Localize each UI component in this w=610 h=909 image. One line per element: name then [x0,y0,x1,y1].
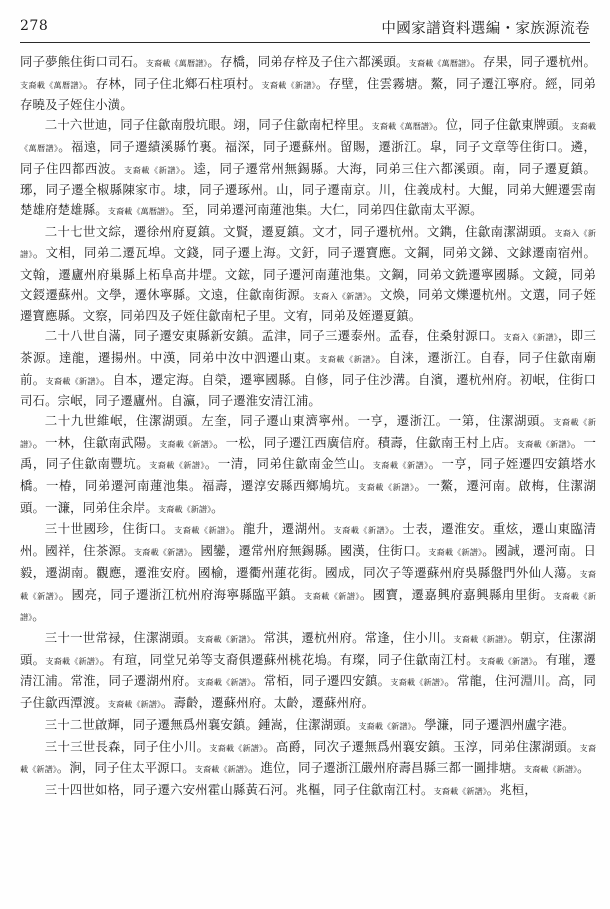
text-run: 。 [577,760,590,776]
text-run: 。存橋，同弟存梓及子住六都溪頭。 [207,54,409,69]
text-run: 。常栢，同子遷四安鎮。 [251,673,391,689]
text-run: 三十三世長森，同子住小川。 [44,738,210,754]
text-run: 。一林，住歙南武陽。 [32,434,160,450]
text-run: 。有瑄，同堂兄弟等支裔俱遷蘇州桃花塢。有璨，同子住歙南江村。 [99,651,479,667]
source-note: 支裔載《新譜》 [261,79,316,90]
paragraph [20,628,596,715]
source-note: 支裔載《新譜》 [453,633,508,644]
source-note: 支裔載《新譜》 [523,764,578,775]
source-note: 支裔載《新譜》 [390,677,445,688]
source-note: 支裔載《新譜》 [358,482,415,493]
text-run: 。國亮，同子遷浙江杭州府海寧縣臨平鎮。 [58,586,305,602]
text-run: 。自涞，遷浙江。自春，同子住歙南廟前。 [20,349,596,387]
source-note: 支裔載《新譜》 [149,460,205,471]
source-note: 支裔載《新譜》 [20,568,596,601]
source-note: 支裔載《新譜》 [133,547,188,558]
text-run: 。進位，同子遷浙江嚴州府壽昌縣三都一圖排塘。 [248,760,524,776]
source-note: 支裔載《萬曆譜》 [371,121,434,132]
text-run: 。文煥，同弟文爍遷杭州。文選，同子姪遷寶應縣。文察，同弟四及子姪住歙南杞子里。文宥，同弟及姪遷夏鎮。 [20,286,596,324]
source-note: 支裔載《新譜》 [333,525,390,536]
text-run: 。存壁，住雲霧塘。鰲，同子遷江寧府。經，同弟存曉及子姪住小潢。 [20,75,596,113]
text-run: 。壽齡，遷蘇州府。太齡，遷蘇州府。 [161,695,375,711]
source-note: 支裔載《新譜》 [194,764,249,775]
text-run: 二十八世自滿，同子遷安東縣新安鎮。孟津，同子三遷泰州。孟春，住桑射源口。 [44,328,504,344]
source-note: 支裔載《新譜》 [304,590,360,601]
paragraph [20,115,596,222]
text-run: 。國寶，遷嘉興府嘉興縣甪里街。 [359,586,554,602]
source-note: 支裔載《新譜》 [433,785,487,796]
text-run: 。國鑾，遷常州府無錫縣。國漢，住街口。 [187,543,429,559]
text-run: 。國誠，遷河南。日毅，遷湖南。觀應，遷淮安府。國榆，遷衢州蓮花街。國成，同次子等遷蘇州府吳縣盤門外仙人蕩。 [20,543,596,580]
text-run: 。一禹，同子住歙南豐坑。 [20,434,596,472]
source-note: 支裔載《新譜》 [372,460,429,471]
source-note: 支裔載《新譜》 [45,375,100,386]
source-note: 支裔載《萬曆譜》 [20,79,83,90]
text-run: 。自本，遷定海。自榮，遷寧國縣。自修，同子住沙溝。自濱，遷杭州府。初岷，住街口司石。宗岷，同子遷廬州。自瀛，同子遷淮安清江浦。 [20,371,596,409]
text-run: 。高爵，同次子遷無爲州襄安鎮。玉淳，同弟住潔湖頭。 [263,738,580,754]
paragraph [20,411,596,520]
text-run: 。涧，同子住太平源口。 [56,760,195,776]
paragraph [20,519,596,628]
paragraph [20,715,596,737]
text-run: 。存林，同子住北鄉石柱項村。 [82,75,262,91]
text-run: 二十六世迪，同子住歙南殷坑眼。翊，同子住歙南杞梓里。 [44,117,372,133]
source-note: 支裔載《新譜》 [157,503,212,514]
source-note: 支裔載《新譜》 [124,164,181,175]
text-run: 二十七世文綜，遷徐州府夏鎮。文賢，遷夏鎮。文才，同子遷杭州。文鐫，住歙南潔湖頭。 [44,223,555,239]
source-note: 支裔載《新譜》 [20,742,596,775]
source-note: 支裔載《新譜》 [428,547,483,558]
text-run: 。一松，同子遷江西廣信府。積壽，住歙南王村上店。 [213,434,517,450]
text-run: ，即三茶源。達龍，遷揚州。中漢，同弟中汝中泗遷山東。 [20,328,596,365]
source-note: 支裔載《新譜》 [516,438,571,449]
source-note: 支裔載《新譜》 [20,416,596,449]
source-note: 支裔載《新譜》 [478,655,533,666]
source-note: 支裔載《新譜》 [174,525,231,536]
text-run: 三十一世常禄，住潔湖頭。 [44,629,197,645]
source-note: 支裔入《新譜》 [503,332,558,343]
running-head: 中國家譜資料選編・家族源流卷 [381,21,590,37]
paragraph [20,222,596,327]
paragraph [20,737,596,780]
text-run: 。 [211,499,224,515]
source-note: 支裔載《新譜》 [196,633,251,644]
text-run: 。兆桓， [486,781,537,797]
text-run: 。學濂，同子遷泗州盧字港。 [411,716,575,732]
text-run: 同子夢熊住街口司石。 [20,54,146,69]
paragraph [20,780,596,802]
source-note: 支裔入《新譜》 [20,227,596,260]
source-note: 支裔載《新譜》 [20,590,596,623]
text-run: 。一清，同弟住歙南金竺山。 [204,456,373,472]
source-note: 支裔載《新譜》 [209,742,264,753]
source-note: 支裔載《萬曆譜》 [20,121,596,153]
source-note: 支裔載《新譜》 [358,720,412,731]
text-run: 。至，同弟遷河南蓮池集。大仁，同弟四住歙南太平源。 [169,201,483,217]
source-note: 支裔載《新譜》 [107,699,162,710]
paragraph [20,52,596,115]
body-text [20,52,596,903]
text-run: 。有璀，遷清江浦。常淮，同子遷湖州府。 [20,651,596,689]
text-run: 三十二世啟輝，同子遷無爲州襄安鎮。鍾嵩，住潔湖頭。 [44,716,359,732]
source-note: 支裔載《萬曆譜》 [107,205,170,216]
text-run: 三十四世如格，同子遷六安州霍山縣黃石河。兆樞，同子住歙南江村。 [44,781,434,797]
text-run: 。逵，同子遷常州無錫縣。大海，同弟三住六都溪頭。南，同子遷夏鎮。琊，同子遷全椒縣陳家市。埭，同子遷琢州。山，同子遷南京。川，住義成村。大鯤，同弟大鯉遷雲南楚雄府楚雄縣。 [20,160,596,217]
page-number: 278 [20,18,49,34]
text-run: 。存果，同子遷杭州。 [470,54,596,69]
source-note: 支裔載《新譜》 [159,438,214,449]
page-header [20,12,590,43]
text-run: 。龍升，遷湖州。 [230,521,334,537]
text-run: 。一鰲，遷河南。啟梅，住潔湖頭。一濂，同弟住余岸。 [20,478,596,515]
source-note: 支裔載《萬曆譜》 [145,58,208,68]
source-note: 支裔載《新譜》 [319,353,376,364]
text-run: 。福遠，同子遷績溪縣竹裏。福深，同子遷蘇州。留賜，遷浙江。皐，同子文章等住街口。遴，同子住四都西波。 [20,138,596,176]
text-run: 。 [32,608,45,624]
text-run: 。朝京，住潔湖頭。 [20,629,596,667]
text-run: 。士表，遷淮安。重炫，遷山東臨清州。國祥，住茶源。 [20,521,596,559]
text-run: 。一亨，同子姪遷四安鎮塔水橋。一椿，同弟遷河南蓮池集。福壽，遷淳安縣西鄉鳩坑。 [20,456,596,494]
text-run: 二十九世維岷，住潔湖頭。左奎，同子遷山東濟寧州。一亨，遷浙江。一第，住潔湖頭。 [44,412,554,428]
source-note: 支裔入《新譜》 [312,290,368,301]
source-note: 支裔載《新譜》 [45,655,100,666]
source-note: 支裔載《萬曆譜》 [408,58,471,68]
paragraph [20,326,596,411]
text-run: 。常淇，遷杭州府。常逢，住小川。 [250,629,454,645]
text-run: 三十世國珍，住街口。 [44,521,175,537]
source-note: 支裔載《新譜》 [197,677,252,688]
text-run: 。位，同子住歙東牌頭。 [433,117,572,133]
text-run: 。常龍，住河淵川。高，同子住歙西潭渡。 [20,673,596,711]
text-run: 。文相，同弟二遷瓦埠。文錢，同子遷上海。文釪，同子遷寶應。文鋼，同弟文銻、文銶遷南宿州。文翰，遷廬州府巢縣上柘阜高井堽。文鋐，同子遷河南蓮池集。文鋼，同弟文銑遷寧國縣。文鏡，同弟文鋄遷蘇州。文學，遷休寧縣。文遠，住歙南街源。 [20,245,596,302]
